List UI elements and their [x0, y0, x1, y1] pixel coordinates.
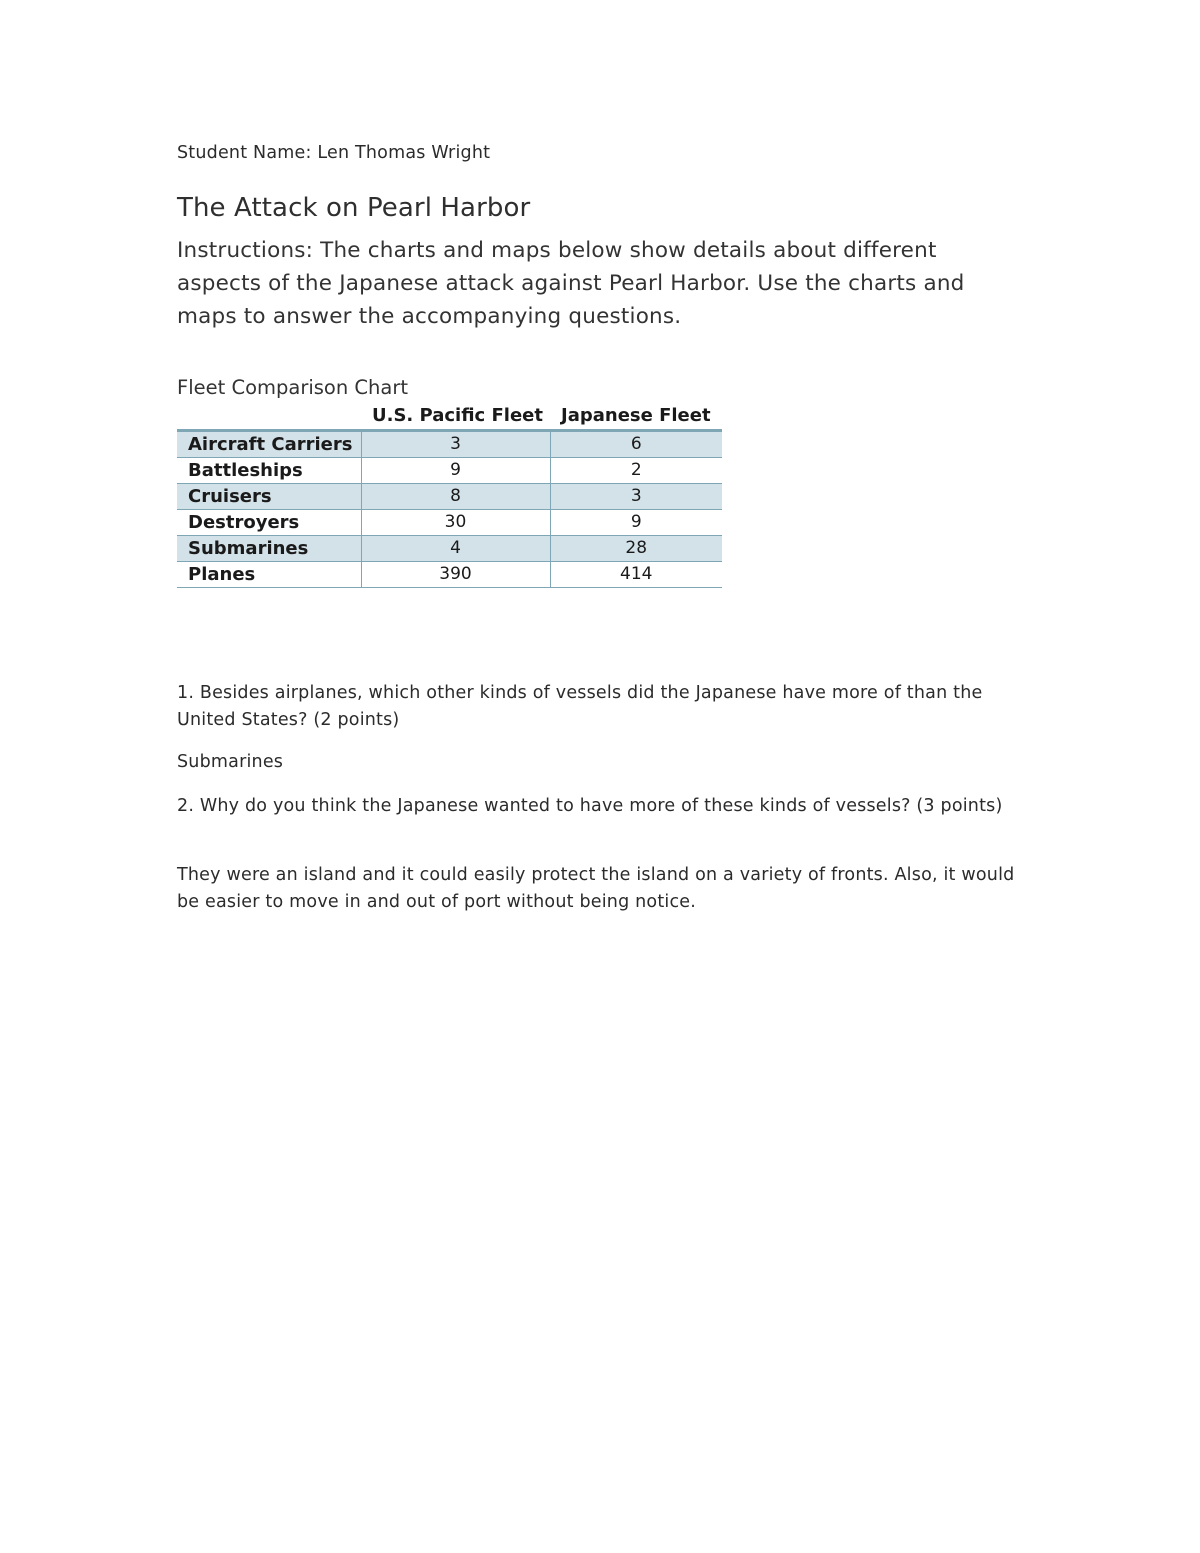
japan-value: 3 [550, 484, 722, 510]
row-label: Cruisers [177, 484, 361, 510]
table-row [177, 510, 722, 536]
row-label: Battleships [177, 458, 361, 484]
japan-value: 28 [550, 536, 722, 562]
student-name: Student Name: Len Thomas Wright [177, 143, 491, 163]
fleet-comparison-table [177, 403, 722, 588]
us-value: 8 [361, 484, 550, 510]
chart-title: Fleet Comparison Chart [177, 376, 409, 399]
question-2: 2. Why do you think the Japanese wanted to have more of these kinds of vessels? (3 points) [177, 796, 1003, 816]
row-label: Planes [177, 562, 361, 588]
header-corner [177, 403, 361, 431]
answer-2: They were an island and it could easily protect the island on a variety of fronts. Also, it would be easier to move in and out of port without being notice. [177, 865, 1015, 912]
japan-value: 414 [550, 562, 722, 588]
japan-value: 2 [550, 458, 722, 484]
japan-value: 9 [550, 510, 722, 536]
us-value: 4 [361, 536, 550, 562]
header-us-fleet: U.S. Pacific Fleet [361, 403, 550, 431]
page-title: The Attack on Pearl Harbor [177, 193, 531, 223]
japan-value: 6 [550, 431, 722, 458]
row-label: Destroyers [177, 510, 361, 536]
header-japanese-fleet: Japanese Fleet [550, 403, 722, 431]
instructions-text: Instructions: The charts and maps below show details about different aspects of the Japanese attack against Pearl Harbor. Use the charts and maps to answer the accompanying questions. [177, 238, 965, 329]
table-row [177, 458, 722, 484]
answer-1: Submarines [177, 752, 284, 772]
us-value: 9 [361, 458, 550, 484]
row-label: Submarines [177, 536, 361, 562]
table-row [177, 562, 722, 588]
table-header-row [177, 403, 722, 431]
us-value: 390 [361, 562, 550, 588]
us-value: 30 [361, 510, 550, 536]
table-row [177, 536, 722, 562]
row-label: Aircraft Carriers [177, 431, 361, 458]
table-row [177, 484, 722, 510]
table-row [177, 431, 722, 458]
question-1: 1. Besides airplanes, which other kinds of vessels did the Japanese have more of than the United States? (2 points) [177, 683, 983, 730]
us-value: 3 [361, 431, 550, 458]
